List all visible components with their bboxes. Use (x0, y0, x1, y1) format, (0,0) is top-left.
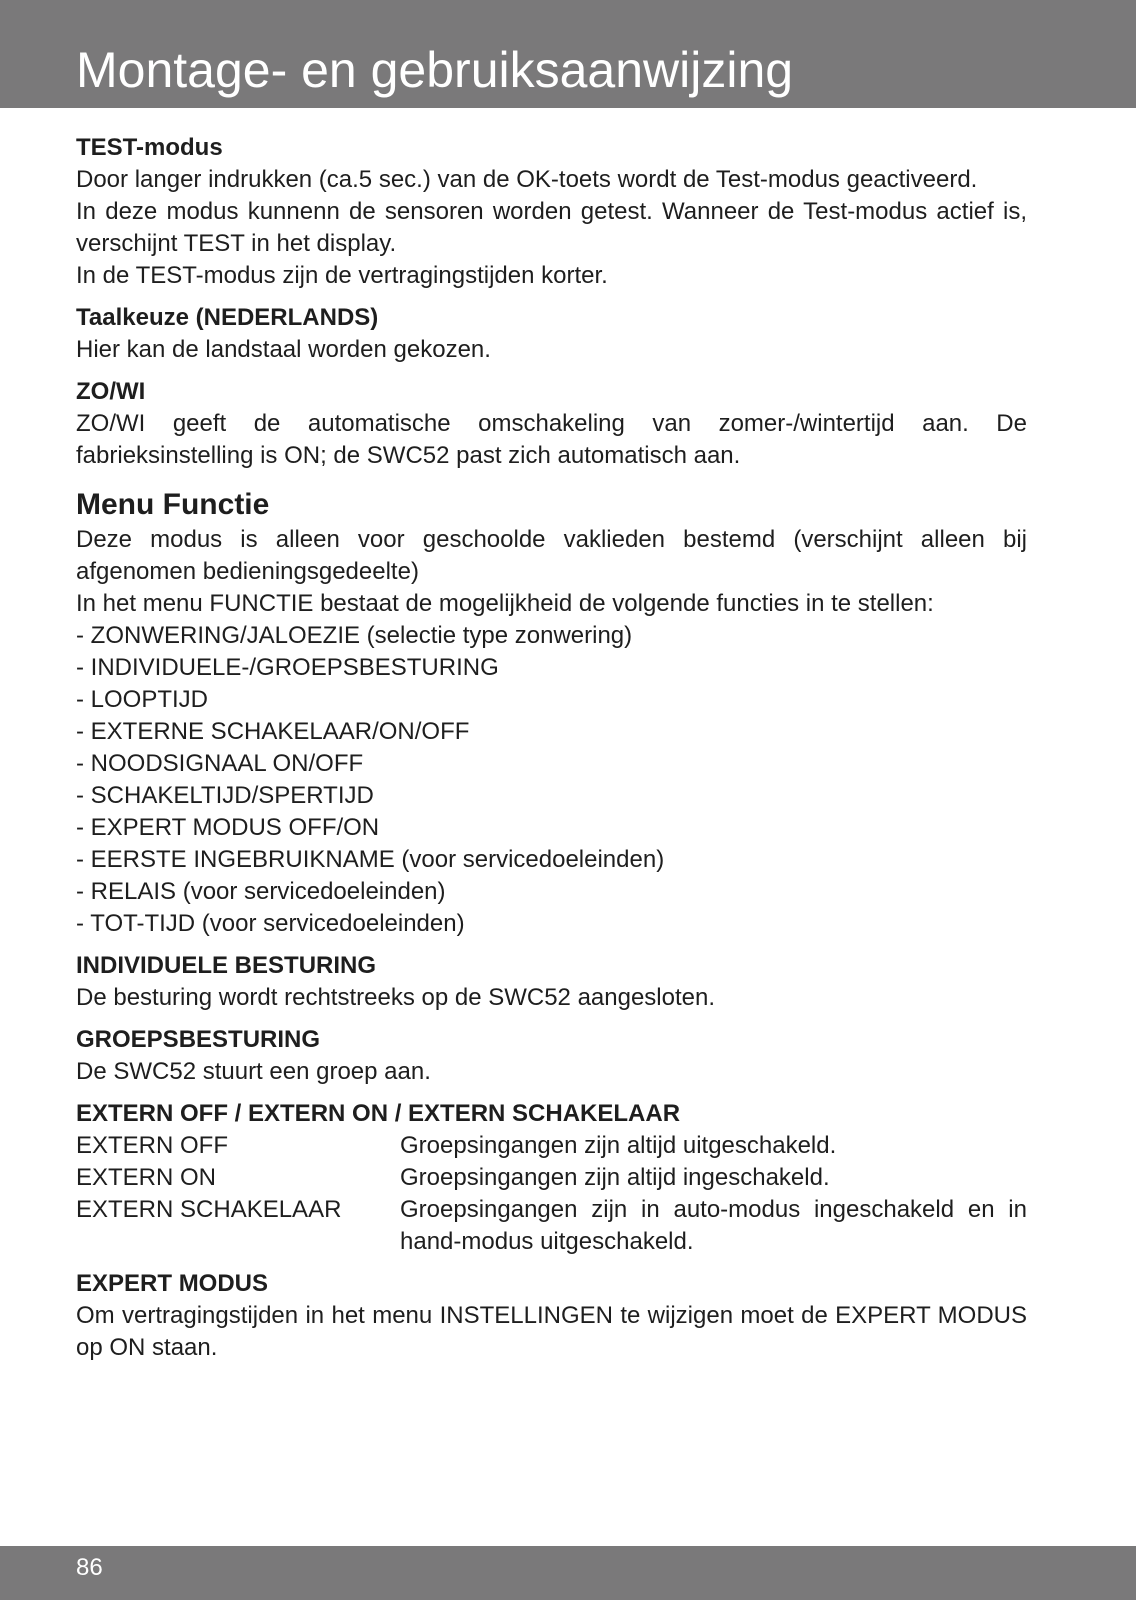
individuele-heading: INDIVIDUELE BESTURING (76, 952, 377, 979)
menu-functie-heading: Menu Functie (76, 488, 270, 521)
test-modus-paragraph: In de TEST-modus zijn de vertragingstijden korter. (76, 262, 608, 289)
expert-text: Om vertragingstijden in het menu INSTELLINGEN te wijzigen moet de EXPERT MODUS op ON staan. (76, 1302, 1027, 1361)
extern-desc: Groepsingangen zijn altijd ingeschakeld. (400, 1164, 830, 1191)
extern-term: EXTERN OFF (76, 1132, 229, 1159)
extern-table (76, 1130, 1027, 1258)
list-item: - EERSTE INGEBRUIKNAME (voor servicedoeleinden) (76, 846, 665, 873)
test-modus-paragraph: Door langer indrukken (ca.5 sec.) van de OK-toets wordt de Test-modus geactiveerd. (76, 166, 978, 193)
individuele-text: De besturing wordt rechtstreeks op de SWC52 aangesloten. (76, 984, 716, 1011)
expert-heading: EXPERT MODUS (76, 1270, 269, 1297)
list-item: - LOOPTIJD (76, 686, 209, 713)
menu-functie-paragraph: In het menu FUNCTIE bestaat de mogelijkheid de volgende functies in te stellen: (76, 590, 934, 617)
groeps-text: De SWC52 stuurt een groep aan. (76, 1058, 431, 1085)
menu-functie-paragraph: Deze modus is alleen voor geschoolde vaklieden bestemd (verschijnt alleen bij afgenomen bedieningsgedeelte) (76, 526, 1027, 585)
extern-term: EXTERN SCHAKELAAR (76, 1196, 342, 1223)
footer-bar (0, 1546, 1136, 1600)
list-item: - NOODSIGNAAL ON/OFF (76, 750, 364, 777)
groeps-heading: GROEPSBESTURING (76, 1026, 321, 1053)
list-item: - SCHAKELTIJD/SPERTIJD (76, 782, 374, 809)
extern-desc: Groepsingangen zijn altijd uitgeschakeld. (400, 1132, 837, 1159)
list-item: - EXTERNE SCHAKELAAR/ON/OFF (76, 718, 470, 745)
list-item: - ZONWERING/JALOEZIE (selectie type zonwering) (76, 622, 633, 649)
test-modus-paragraph: In deze modus kunnenn de sensoren worden getest. Wanneer de Test-modus actief is, verschijnt TEST in het display. (76, 198, 1027, 257)
page-title: Montage- en gebruiksaanwijzing (76, 42, 794, 98)
list-item: - INDIVIDUELE-/GROEPSBESTURING (76, 654, 499, 681)
list-item: - RELAIS (voor servicedoeleinden) (76, 878, 446, 905)
table-row (76, 1130, 1027, 1162)
list-item: - TOT-TIJD (voor servicedoeleinden) (76, 910, 465, 937)
zowi-text: ZO/WI geeft de automatische omschakeling van zomer-/wintertijd aan. De fabrieksinstelling is ON; de SWC52 past zich automatisch aan. (76, 410, 1027, 469)
extern-desc: Groepsingangen zijn in auto-modus ingeschakeld en in hand-modus uitgeschakeld. (400, 1196, 1027, 1255)
test-modus-heading: TEST-modus (76, 134, 223, 161)
taalkeuze-text: Hier kan de landstaal worden gekozen. (76, 336, 491, 363)
extern-term: EXTERN ON (76, 1164, 217, 1191)
taalkeuze-heading: Taalkeuze (NEDERLANDS) (76, 304, 379, 331)
table-row (76, 1194, 1027, 1258)
table-row (76, 1162, 1027, 1194)
list-item: - EXPERT MODUS OFF/ON (76, 814, 380, 841)
extern-heading: EXTERN OFF / EXTERN ON / EXTERN SCHAKELAAR (76, 1100, 681, 1127)
functie-list (76, 620, 1027, 940)
page-content (76, 132, 1027, 1364)
page-number: 86 (76, 1554, 103, 1581)
zowi-heading: ZO/WI (76, 378, 146, 405)
